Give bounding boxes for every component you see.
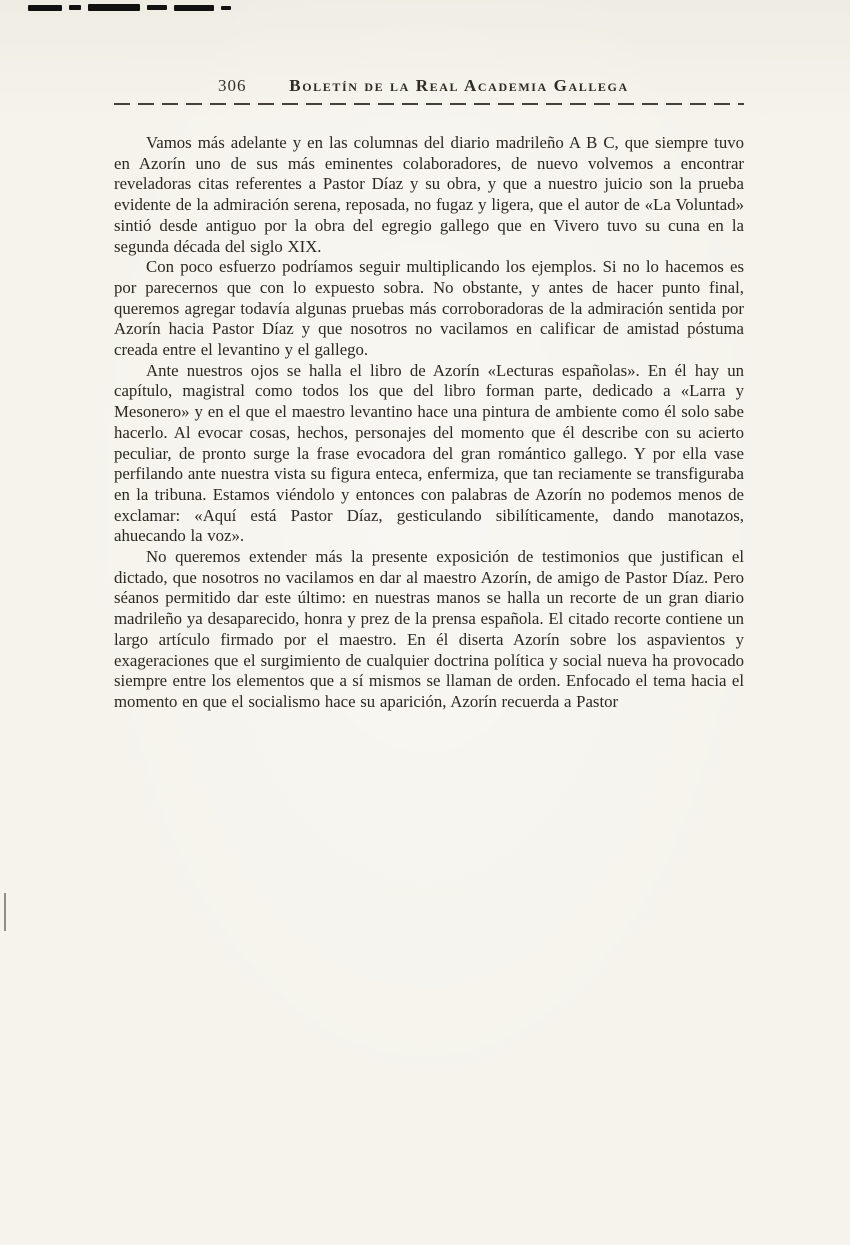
scan-artifact-segment [174, 5, 214, 11]
header-rule [114, 103, 744, 105]
page-header [114, 76, 744, 98]
page-number: 306 [218, 76, 247, 95]
scan-artifact-top [28, 4, 231, 11]
scan-artifact-segment [69, 5, 81, 10]
paragraph: Ante nuestros ojos se halla el libro de Azorín «Lecturas españolas». En él hay un capítulo, magistral como todos los que del libro forman parte, dedicado a «Larra y Mesonero» y en el que el maestro levantino hace una pintura de ambiente como él solo sabe hacerlo. Al evocar cosas, hechos, personajes del momento que él describe con su acierto peculiar, de pronto surge la frase evocadora del gran romántico gallego. Y por ella vase perfilando ante nuestra vista su figura enteca, enfermiza, que tan reciamente se transfiguraba en la tribuna. Estamos viéndolo y entonces con palabras de Azorín no podemos menos de exclamar: «Aquí está Pastor Díaz, gesticulando sibilíticamente, dando manotazos, ahuecando la voz». [114, 360, 744, 546]
page-text-block [114, 76, 744, 713]
scan-artifact-segment [88, 4, 140, 11]
scan-artifact-segment [221, 6, 231, 10]
paragraph: Vamos más adelante y en las columnas del diario madrileño A B C, que siempre tuvo en Azorín uno de sus más eminentes colaboradores, de nuevo volvemos a encontrar reveladoras citas referentes a Pastor Díaz y su obra, y que a nuestro juicio son la prueba evidente de la admiración serena, reposada, no fugaz y ligera, que el autor de «La Voluntad» sintió desde antiguo por la obra del egregio gallego que en Vivero tuvo su cuna en la segunda década del siglo XIX. [114, 133, 744, 256]
paragraph: Con poco esfuerzo podríamos seguir multiplicando los ejemplos. Si no lo hacemos es por parecernos que con lo expuesto sobra. No obstante, y antes de hacer punto final, queremos agregar todavía algunas pruebas más corroboradoras de la admiración sentida por Azorín hacia Pastor Díaz y que nosotros no vacilamos en calificar de amistad póstuma creada entre el levantino y el gallego. [114, 257, 744, 360]
scan-artifact-segment [28, 5, 62, 11]
paragraph: No queremos extender más la presente exposición de testimonios que justifican el dictado, que nosotros no vacilamos en dar al maestro Azorín, de amigo de Pastor Díaz. Pero séanos permitido dar este último: en nuestras manos se halla un recorte de un gran diario madrileño ya desaparecido, honra y prez de la prensa española. El citado recorte contiene un largo artículo firmado por el maestro. En él diserta Azorín sobre los aspavientos y exageraciones que el surgimiento de cualquier doctrina política y social nueva ha provocado siempre entre los elementos que a sí mismos se llaman de orden. Enfocado el tema hacia el momento en que el socialismo hace su aparición, Azorín recuerda a Pastor [114, 547, 744, 711]
body-text [114, 133, 744, 713]
scan-artifact-left-edge [4, 893, 6, 931]
header-title: Boletín de la Real Academia Gallega [289, 76, 629, 95]
scan-artifact-segment [147, 5, 167, 10]
